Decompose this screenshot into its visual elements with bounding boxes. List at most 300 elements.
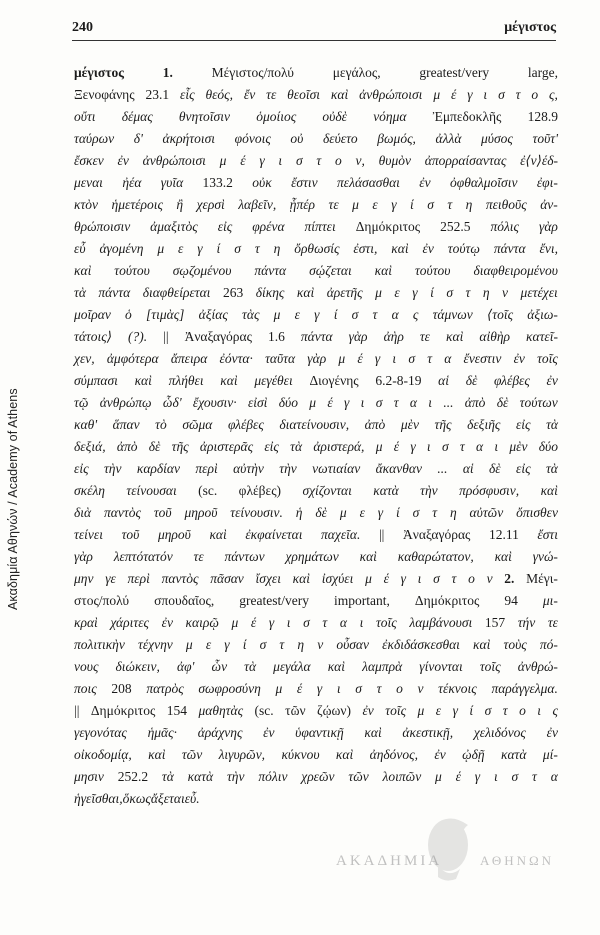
text-word: δεύετο [322,131,358,146]
text-word: τ [447,197,453,212]
text-word: ἅπαν [112,417,140,432]
text-word: γὰρ [74,549,93,564]
text-word: ἀν- [540,197,558,212]
text-word: καὶ [374,263,392,278]
text-word: ἀνθρώποισι [359,87,423,102]
text-word: οὐδὲ [322,109,347,124]
text-word: γ [374,351,381,366]
text-word: ... [437,461,448,476]
text-word: ἀὴρ [383,329,404,344]
text-word: 23.1 [145,87,170,102]
text-word: καὶ [364,725,382,740]
text-word: μί- [542,747,558,762]
text-word: λιγυρῶν, [218,747,266,762]
text-word: Μέγιστος/πολύ [211,65,294,80]
text-word: ἐ⟨ν⟩έδ- [520,153,558,168]
text-word: ἐν [434,747,446,762]
text-word: μησιν [74,769,104,784]
text-word: ἰσχύει [321,571,354,586]
text-word: ο [468,571,475,586]
text-word: μέγιστος [74,65,124,80]
text-word: μ [365,571,372,586]
text-word: τὴν [420,483,438,498]
text-word: τε [193,549,204,564]
text-word: χεν, [74,351,95,366]
text-word: σ [355,681,362,696]
text-word: πίπτει [304,219,336,234]
text-word: σ [303,615,310,630]
text-word: ὑφαντικῇ [295,725,344,740]
text-word: ἐν [117,153,129,168]
text-word: διατείνουσιν, [279,417,350,432]
text-word: μετέχει [520,285,558,300]
text-word: ε [372,197,378,212]
text-word: ἡμᾶς· [147,725,177,740]
text-word: τοῖς [385,703,407,718]
text-word: σ [427,197,434,212]
text-word: πάντα [493,241,526,256]
text-word: μ [273,307,281,322]
text-word: ν [486,571,493,586]
text-word: καὶ [292,571,310,586]
text-word: γυῖα [160,175,184,190]
text-word: φόνοις [234,131,271,146]
text-word: ἀηδόνος, [369,747,419,762]
text-word: πᾶσαν [210,571,244,586]
text-word: Ἀναξαγόρας [184,329,252,344]
text-word: τείνει [74,527,103,542]
text-word: δεξιά, [74,439,106,454]
academy-watermark [330,815,560,895]
text-word: ἐν [263,725,275,740]
text-word: μ [275,681,283,696]
text-word: εἰς [217,219,233,234]
text-word: ί [216,241,221,256]
text-word: γ [268,615,275,630]
text-word: 94 [504,593,518,608]
text-word: Δημόκριτος [90,703,156,718]
text-word: έ [296,681,303,696]
text-word: 2. [504,571,515,586]
text-word: τ [502,703,508,718]
text-word: ἔνεστιν [463,351,502,366]
text-word: μ [375,285,382,300]
text-word: [τιμὰς] [146,307,185,322]
text-word: ν [502,285,509,300]
text-word: ι [360,395,365,410]
text-word: ἐκδιδάσκεσθαι [382,637,460,652]
text-word: ί [242,637,247,652]
text-word: ε [178,241,184,256]
text-word: ἀριστερά, [313,439,365,454]
text-word: ἀλλὰ [435,131,462,146]
text-line [74,128,558,150]
text-word: νους [74,659,99,674]
text-word: ι [428,395,433,410]
text-word: εἰς [264,439,279,454]
text-word: ὄρθωσίς [294,241,340,256]
text-word: Μέγι- [526,571,558,586]
text-word: πάντων [224,549,265,564]
text-word: ὁ [125,307,132,322]
text-word: φρένα [252,219,285,234]
text-word: αἱ [438,373,449,388]
text-word: τῶν [181,747,203,762]
text-word: μὲν [400,417,419,432]
text-word: τοὺς [503,637,527,652]
text-word: κατὰ [187,769,214,784]
text-word: κτὸν [74,197,99,212]
text-word: τε [547,615,558,630]
text-word: αἰθὴρ [479,329,511,344]
text-word: περὶ [195,461,218,476]
text-word: θεοῖσι [287,87,321,102]
text-word: 12.11 [488,527,519,542]
text-word: σ [408,351,415,366]
text-word: 157 [484,615,506,630]
text-word: ι [426,439,431,454]
text-word: 133.2 [202,175,233,190]
text-line [74,612,558,634]
text-word: ἀράχνης [197,725,243,740]
text-word: σ [295,153,303,168]
text-word: τ [465,285,471,300]
text-word: τ [322,615,328,630]
text-word: εἷς [180,87,195,102]
text-word: || [378,527,385,542]
text-word: ἔσκεν [74,153,104,168]
text-word: δ' [133,131,143,146]
text-word: γὰρ [307,351,327,366]
text-word: η [273,241,281,256]
text-word: μ [219,153,227,168]
text-word: τὴν [103,461,122,476]
text-line [74,282,558,304]
text-word: σ [234,241,241,256]
text-line [74,150,558,172]
text-word: 252.5 [440,219,471,234]
text-word: ἢ [176,197,184,212]
text-word: γὰρ [539,219,558,234]
text-word: λαβεῖν, [238,197,277,212]
text-word: γ [400,571,406,586]
text-word: τὰ [74,285,86,300]
text-word: ἐν [546,373,558,388]
text-word: ὁμοίιος [256,109,297,124]
text-word: βωμός, [377,131,416,146]
text-word: ί [430,285,434,300]
text-word: 1. [162,65,173,80]
text-word: χρεῶν [301,769,335,784]
text-word: σ [412,505,420,520]
text-word: τοῦ [153,505,172,520]
text-word: έ [240,153,246,168]
text-word: τ [515,87,521,102]
text-word: καὶ [335,747,354,762]
text-word: ἀξίας [198,307,228,322]
text-line [74,656,558,678]
text-word: έ [455,769,461,784]
text-word: πρόσφυσιν, [459,483,520,498]
text-word: εὖ. [184,791,200,806]
text-line [74,788,558,810]
text-line [74,634,558,656]
text-word: (sc. [254,703,274,718]
text-line [74,458,558,480]
text-word: τάμνων [432,307,473,322]
text-word: (sc. [198,483,218,498]
text-word: λεπτότατόν [113,549,173,564]
text-line [74,546,558,568]
text-word: σῴζεται [309,263,352,278]
text-word: δὲ [465,373,478,388]
text-word: τείνουσαι [126,483,177,498]
text-word: τ [393,395,399,410]
text-word: (?). [128,329,148,344]
text-word: μὲν [509,439,528,454]
text-word: γ [474,769,481,784]
text-word: μοῖραν [74,307,111,322]
text-word: ἴσχει [255,571,281,586]
text-word: ἔστιν [291,175,318,190]
text-word: γ [197,241,203,256]
text-word: καθαρώτατον, [397,549,474,564]
text-line [74,590,558,612]
text-word: διὰ [74,505,92,520]
text-word: ν [317,637,324,652]
text-line [74,744,558,766]
text-word: στος/πολύ [74,593,130,608]
text-line [74,172,558,194]
text-line [74,216,558,238]
text-word: ἄπειρα [170,351,208,366]
text-word: σωφροσύνη [198,681,261,696]
text-word: σύμπασι [74,373,118,388]
text-word: ἐόντα· [219,351,253,366]
text-word: α [391,307,399,322]
text-word: ς [412,307,419,322]
text-word: τοῖς [479,659,501,674]
text-word: μύσος [481,131,513,146]
text-word: ε [394,285,400,300]
text-word: παντὸς [104,505,141,520]
text-word: 252.2 [117,769,149,784]
text-word: ο [334,153,342,168]
text-word: μην [74,571,94,586]
text-word: η [482,285,490,300]
text-word: ἄκανθαν [375,461,422,476]
text-word: εἰσὶ [247,395,268,410]
text-word: large, [527,65,558,80]
text-word: Ἐμπεδοκλῆς [432,109,502,124]
dictionary-entry-text [74,62,558,810]
text-word: ἐν [422,241,434,256]
text-word: ἀμφότερα [106,351,159,366]
text-word: περὶ [127,571,150,586]
text-word: ί [396,505,400,520]
text-word: τ [532,769,537,784]
text-word: δύο [538,439,558,454]
text-word: ἐν [546,725,558,740]
text-word: ὅκως [122,791,151,806]
text-word: τοῖς [375,615,397,630]
text-word: λαμβάνουσι [409,615,473,630]
text-word: θεός, [205,87,234,102]
text-line [74,326,558,348]
vertical-source-label: Ακαδημία Αθηνών / Academy of Athens [6,388,20,610]
text-word: νωτιαίαν [312,461,361,476]
text-word: γ [259,153,265,168]
text-word: ἐφι- [536,175,558,190]
text-word: ο [519,703,526,718]
text-word: έ [383,571,389,586]
text-line [74,480,558,502]
text-word: αὐτῶν [469,505,504,520]
text-word: σ [484,703,492,718]
text-word: ταῦτα [265,351,296,366]
text-line [74,524,558,546]
text-word: τῆς [171,439,189,454]
text-word: ᾠδῇ [462,747,485,762]
text-word: σ [351,307,359,322]
text-word: οὐ [290,131,304,146]
text-word: γ [224,637,230,652]
text-word: πόλιν [258,769,288,784]
text-word: κραὶ [74,615,98,630]
text-word: ζῴων) [317,703,351,718]
text-word: γεγονότας [74,725,127,740]
text-word: important, [334,593,390,608]
text-word: καὶ [330,87,349,102]
text-word: καὶ [220,373,238,388]
text-line [74,436,558,458]
text-word: ἀνθρώπῳ [99,395,152,410]
text-word: ὧν [211,659,228,674]
text-word: χρημάτων [285,549,339,564]
text-word: σπουδαῖος, [154,593,215,608]
text-word: εἰς [74,461,89,476]
text-word: καρδίαν [136,461,180,476]
text-word: φλέβες) [238,483,282,498]
text-word: οὖσαν [336,637,370,652]
text-word: σῳζομένου [172,263,232,278]
text-word: γ [316,681,323,696]
text-word: ἀπὸ [116,439,138,454]
text-word: τ [376,681,382,696]
text-word: έ [327,395,333,410]
text-word: τοῦτ' [532,131,558,146]
text-word: λοιπῶν [382,769,422,784]
text-word: δὲ [148,439,161,454]
text-word: τ [254,241,260,256]
page-number: 240 [72,20,93,35]
text-word: τὴν [226,769,245,784]
text-word: ἀκεστικῇ, [402,725,454,740]
text-word: greatest/very [419,65,490,80]
text-word: τὰ [161,769,174,784]
text-word: ι [278,153,283,168]
text-word: εὖ [74,241,86,256]
watermark-right-word: ΑΘΗΝΩΝ [480,853,555,868]
text-word: καὶ [296,285,315,300]
text-line [74,392,558,414]
text-word: τ [316,153,322,168]
text-word: πάντα [254,263,287,278]
text-word: μ [309,395,317,410]
text-word: ἔν [243,87,256,102]
text-word: ἀπὸ [364,417,386,432]
text-word: ι [494,439,499,454]
text-word: μαθητὰς [198,703,244,718]
text-word: τείνουσιν. [230,505,283,520]
text-word: τὰ [290,439,303,454]
text-word: η [297,637,305,652]
text-word: δὲ [315,505,327,520]
text-word: ἐστι, [353,241,378,256]
text-word: νόημα [373,109,407,124]
text-word: τὴν [279,461,297,476]
text-word: ε [435,703,442,718]
text-word: τ [372,307,378,322]
text-word: δύο [278,395,298,410]
text-word: μ [157,241,165,256]
text-word: ς [552,703,558,718]
text-word: μ [338,351,346,366]
text-word: ι [417,571,422,586]
text-word: γὰρ [348,329,368,344]
text-word: τούτων [519,395,558,410]
text-word: τὸ [155,417,167,432]
text-word: ἡγεῖσθαι, [74,791,123,806]
text-word: μ [433,87,441,102]
text-word: τὰ [244,659,257,674]
text-word: τῷ [74,395,89,410]
text-word: ς, [549,87,558,102]
text-word: έ [450,87,457,102]
text-word: τούτου [414,263,451,278]
text-word: ὄπισθεν [516,505,558,520]
text-word: γ [452,703,458,718]
text-word: γ [410,439,416,454]
text-word: σ [446,285,453,300]
text-word: γ [412,285,418,300]
text-word: ι [359,615,364,630]
text-word: γ [344,395,350,410]
text-line [74,62,558,84]
text-word: καιρῷ [185,615,219,630]
text-word: τὰ [546,417,558,432]
text-word: σῶμα [182,417,213,432]
text-word: ἡ [295,505,303,520]
text-word: γ [467,87,473,102]
text-word: μηροῦ [157,527,191,542]
text-word: κατὰ [500,747,527,762]
text-word: διαφθείρεται [142,285,211,300]
text-word: ἐν [513,351,525,366]
text-line [74,568,558,590]
text-word: παράγγελμα. [491,681,558,696]
text-word: ι [392,351,397,366]
text-word: ε [294,307,300,322]
text-line [74,348,558,370]
text-line [74,106,558,128]
text-word: τούτου [114,263,150,278]
text-word: ἐν [419,175,431,190]
text-word: ποις [74,681,97,696]
text-word: α [550,769,558,784]
text-word: γνώ- [532,549,558,564]
text-word: μεγάλος, [332,65,381,80]
